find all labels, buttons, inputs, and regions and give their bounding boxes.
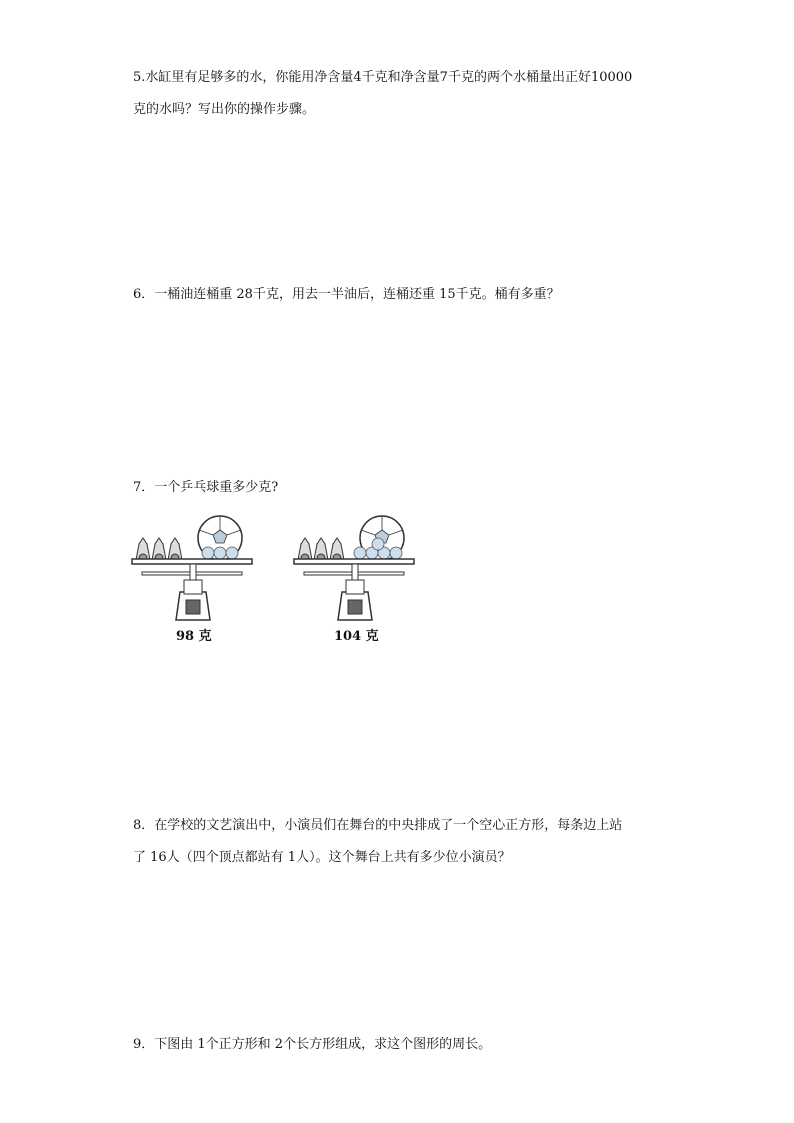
ping-pong-balls-left xyxy=(202,547,238,559)
question-5 xyxy=(133,62,693,126)
question-7-line-1: 7．一个乒乓球重多少克? xyxy=(133,480,279,495)
question-5-line-2: 克的水吗？写出你的操作步骤。 xyxy=(133,102,316,117)
question-8 xyxy=(133,810,693,874)
question-6-line-1: 6．一桶油连桶重 28千克，用去一半油后，连桶还重 15千克。桶有多重？ xyxy=(133,287,560,302)
left-scale-weight-label: 98 克 xyxy=(176,629,212,644)
question-8-line-2: 了 16人（四个顶点都站有 1人）。这个舞台上共有多少位小演员？ xyxy=(133,850,511,865)
question-9 xyxy=(133,1029,693,1061)
right-scale-weight-label: 104 克 xyxy=(334,629,379,644)
question-6 xyxy=(133,279,693,311)
question-7 xyxy=(133,472,693,504)
question-5-line-1: 5.水缸里有足够多的水，你能用净含量4千克和净含量7千克的两个水桶量出正好10000 xyxy=(133,70,633,85)
balance-scale-left xyxy=(128,512,258,622)
question-8-line-1: 8．在学校的文艺演出中，小演员们在舞台的中央排成了一个空心正方形，每条边上站 xyxy=(133,818,623,833)
balance-scale-right xyxy=(290,512,420,622)
question-9-line-1: 9．下图由 1个正方形和 2个长方形组成，求这个图形的周长。 xyxy=(133,1037,492,1052)
